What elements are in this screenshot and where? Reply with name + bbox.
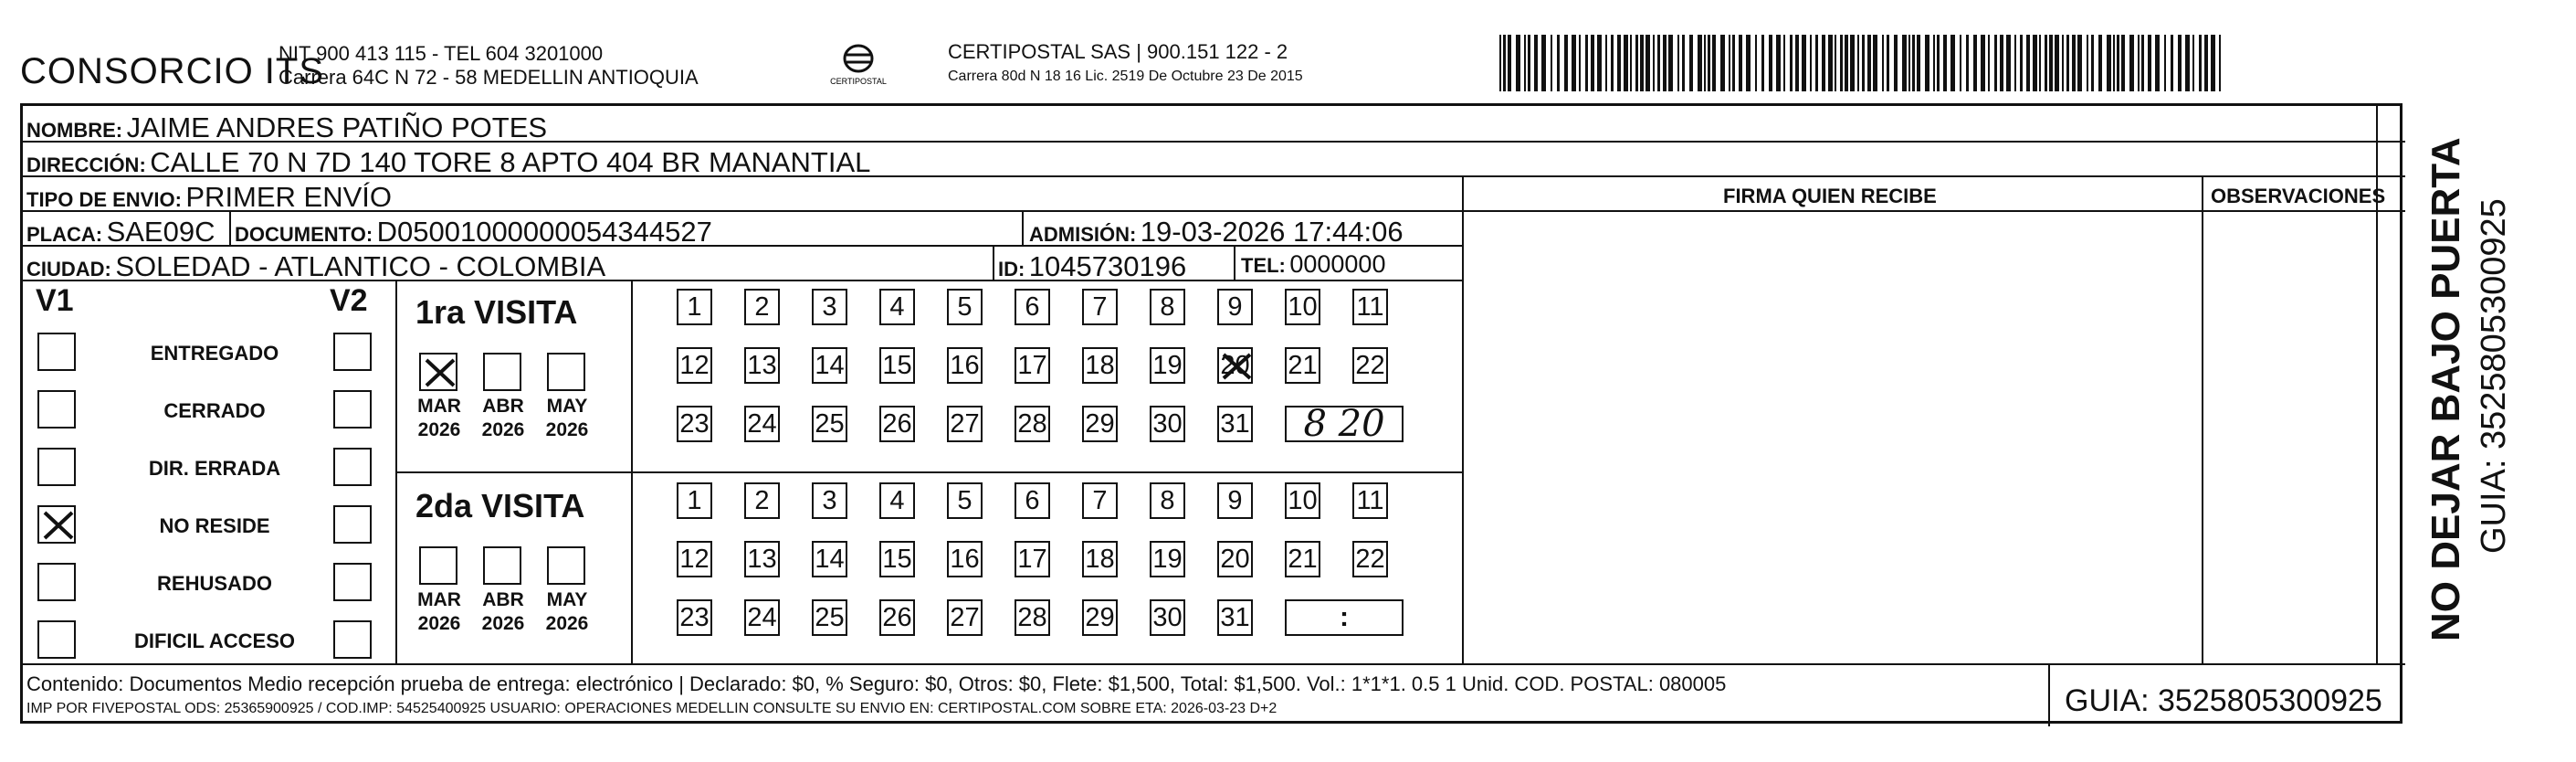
day-checkbox[interactable]: 13 (744, 347, 780, 384)
v1-header: V1 (36, 283, 74, 318)
col-divider (2202, 175, 2203, 663)
barcode-bar (1973, 35, 1977, 91)
x-mark-icon (421, 355, 459, 393)
col-divider (229, 210, 231, 245)
carrier-license: Carrera 80d N 18 16 Lic. 2519 De Octubre 23 De 2015 (948, 69, 1303, 84)
barcode-bar (1585, 35, 1588, 91)
observaciones-header: OBSERVACIONES (2211, 185, 2386, 207)
day-checkbox[interactable]: 10 (1285, 482, 1320, 519)
v1-checkbox[interactable] (37, 620, 76, 659)
tel-cell (1241, 252, 1385, 277)
delivery-form (20, 103, 2403, 724)
barcode-bar (2141, 35, 2144, 91)
x-mark-icon (39, 507, 78, 545)
barcode-bar (2033, 35, 2037, 91)
day-checkbox[interactable]: 15 (879, 541, 915, 577)
barcode-bar (1912, 35, 1915, 91)
year-label: 2026 (417, 613, 461, 634)
barcode-bar (2049, 35, 2053, 91)
first-visit-title: 1ra VISITA (415, 293, 578, 331)
barcode-bar (1611, 35, 1614, 91)
col-divider (1234, 245, 1235, 280)
day-checkbox[interactable]: 17 (1015, 347, 1050, 384)
day-checkbox[interactable]: 26 (879, 599, 915, 636)
day-checkbox[interactable]: 2 (744, 482, 780, 519)
day-checkbox[interactable]: 23 (677, 599, 712, 636)
barcode-bar (1769, 35, 1772, 91)
day-checkbox[interactable]: 20 (1217, 541, 1253, 577)
day-checkbox[interactable]: 2 (744, 289, 780, 325)
day-checkbox[interactable]: 27 (947, 406, 983, 442)
barcode-bar (2066, 35, 2069, 91)
day-checkbox[interactable]: 27 (947, 599, 983, 636)
admision-value: 19-03-2026 17:44:06 (1140, 216, 1404, 248)
barcode-bar (1917, 35, 1920, 91)
imp-text: IMP POR FIVEPOSTAL ODS: 25365900925 / COD.IMP: 54525400925 USUARIO: OPERACIONES MEDELLIN CONSULTE SU ENVIO EN: CERTIPOSTAL.COM SOBRE ETA: 2026-03-23 D+2 (26, 701, 1277, 716)
barcode-bar (1739, 35, 1742, 91)
id-cell (998, 252, 1186, 280)
barcode (1498, 35, 2228, 91)
barcode-bar (1682, 35, 1685, 91)
barcode-bar (2055, 35, 2059, 91)
barcode-bar (1624, 35, 1628, 91)
barcode-bar (2129, 35, 2134, 91)
barcode-bar (1605, 35, 1607, 91)
barcode-bar (2087, 35, 2088, 91)
barcode-bar (2219, 35, 2221, 91)
day-checkbox[interactable]: 15 (879, 347, 915, 384)
x-mark-icon (1219, 349, 1255, 386)
day-checkbox[interactable]: 6 (1015, 289, 1050, 325)
barcode-bar (2039, 35, 2041, 91)
barcode-bar (1822, 35, 1825, 91)
barcode-bar (1720, 35, 1725, 91)
barcode-bar (1810, 35, 1812, 91)
barcode-bar (1850, 35, 1855, 91)
day-checkbox[interactable]: 1 (677, 482, 712, 519)
documento-value: D05001000000054344527 (376, 216, 712, 248)
v2-checkbox[interactable] (333, 333, 372, 371)
barcode-bar (2006, 35, 2011, 91)
day-checkbox[interactable]: 28 (1015, 599, 1050, 636)
day-checkbox[interactable]: 16 (947, 541, 983, 577)
barcode-bar (1902, 35, 1907, 91)
barcode-bar (1894, 35, 1898, 91)
barcode-bar (1689, 35, 1693, 91)
barcode-bar (1732, 35, 1735, 91)
barcode-bar (1988, 35, 1990, 91)
barcode-bar (2138, 35, 2140, 91)
v2-checkbox[interactable] (333, 448, 372, 486)
barcode-bar (1857, 35, 1859, 91)
barcode-bar (1950, 35, 1955, 91)
company-nit: NIT 900 413 115 - TEL 604 3201000 (279, 42, 604, 65)
barcode-bar (2107, 35, 2111, 91)
v1-checkbox[interactable] (37, 563, 76, 601)
day-checkbox[interactable]: 6 (1015, 482, 1050, 519)
day-checkbox[interactable]: 3 (812, 482, 847, 519)
barcode-bar (1873, 35, 1877, 91)
barcode-bar (1981, 35, 1985, 91)
day-checkbox[interactable]: 18 (1082, 347, 1118, 384)
barcode-bar (1640, 35, 1644, 91)
direccion-row (26, 148, 870, 176)
day-checkbox[interactable]: 11 (1352, 289, 1388, 325)
barcode-bar (1630, 35, 1632, 91)
day-checkbox[interactable]: 28 (1015, 406, 1050, 442)
direccion-value: CALLE 70 N 7D 140 TORE 8 APTO 404 BR MANANTIAL (150, 146, 871, 178)
day-checkbox[interactable]: 1 (677, 289, 712, 325)
day-checkbox[interactable]: 8 (1150, 482, 1185, 519)
v2-header: V2 (330, 283, 368, 318)
barcode-bar (1835, 35, 1836, 91)
v1-checkbox[interactable] (37, 333, 76, 371)
day-checkbox[interactable]: 16 (947, 347, 983, 384)
barcode-bar (1508, 35, 1511, 91)
barcode-bar (1712, 35, 1716, 91)
day-checkbox[interactable]: 12 (677, 541, 712, 577)
tel-label: TEL: (1241, 254, 1286, 277)
barcode-bar (2192, 35, 2194, 91)
footer-guia: GUIA: 3525805300925 (2065, 683, 2382, 718)
barcode-bar (1564, 35, 1568, 91)
barcode-bar (1925, 35, 1929, 91)
col-divider (1462, 175, 1464, 663)
barcode-bar (2014, 35, 2016, 91)
barcode-bar (1698, 35, 1702, 91)
month-label: ABR (482, 396, 524, 417)
day-checkbox[interactable]: 24 (744, 406, 780, 442)
nombre-row (26, 113, 547, 142)
day-checkbox[interactable]: 9 (1217, 289, 1253, 325)
firma-header: FIRMA QUIEN RECIBE (1723, 185, 1937, 207)
barcode-bar (2148, 35, 2151, 91)
day-checkbox[interactable]: 19 (1150, 347, 1185, 384)
barcode-bar (2164, 35, 2166, 91)
barcode-bar (1867, 35, 1871, 91)
carrier-logo (826, 40, 890, 91)
ciudad-cell (26, 252, 605, 280)
barcode-bar (2098, 35, 2102, 91)
day-checkbox[interactable]: 31 (1217, 406, 1253, 442)
barcode-bar (2062, 35, 2064, 91)
barcode-bar (1677, 35, 1679, 91)
barcode-bar (1534, 35, 1538, 91)
v2-checkbox[interactable] (333, 563, 372, 601)
barcode-bar (1591, 35, 1594, 91)
month-label: MAY (546, 396, 588, 417)
barcode-bar (2171, 35, 2173, 91)
barcode-bar (1541, 35, 1546, 91)
barcode-bar (1572, 35, 1576, 91)
id-value: 1045730196 (1028, 250, 1187, 282)
barcode-bar (1657, 35, 1660, 91)
barcode-bar (1840, 35, 1843, 91)
carrier-line: CERTIPOSTAL SAS | 900.151 122 - 2 (948, 40, 1288, 63)
day-checkbox[interactable]: 19 (1150, 541, 1185, 577)
day-checkbox[interactable]: 21 (1285, 347, 1320, 384)
barcode-bar (1966, 35, 1969, 91)
company-info (279, 42, 699, 90)
day-checkbox[interactable]: 12 (677, 347, 712, 384)
day-checkbox[interactable]: 18 (1082, 541, 1118, 577)
status-label: DIR. ERRADA (148, 457, 281, 480)
day-checkbox[interactable]: 22 (1352, 541, 1388, 577)
day-checkbox[interactable]: 31 (1217, 599, 1253, 636)
col-divider (2048, 663, 2050, 726)
col-divider (1022, 210, 1024, 245)
v2-checkbox[interactable] (333, 390, 372, 429)
status-label: ENTREGADO (150, 342, 279, 365)
admision-cell (1029, 217, 1404, 246)
day-checkbox[interactable]: 29 (1082, 599, 1118, 636)
barcode-bar (2113, 35, 2115, 91)
row-divider (395, 471, 1462, 473)
year-label: 2026 (481, 419, 525, 440)
day-checkbox[interactable]: 4 (879, 482, 915, 519)
barcode-bar (1746, 35, 1751, 91)
day-checkbox[interactable]: 10 (1285, 289, 1320, 325)
barcode-bar (1802, 35, 1806, 91)
day-checkbox[interactable]: 20 (1217, 347, 1253, 384)
barcode-bar (1783, 35, 1785, 91)
day-checkbox[interactable]: 30 (1150, 406, 1185, 442)
day-checkbox[interactable]: 7 (1082, 482, 1118, 519)
v1-checkbox[interactable] (37, 505, 76, 544)
barcode-bar (1828, 35, 1833, 91)
barcode-bar (1933, 35, 1935, 91)
nombre-value: JAIME ANDRES PATIÑO POTES (126, 111, 548, 143)
day-checkbox[interactable]: 22 (1352, 347, 1388, 384)
year-label: 2026 (417, 419, 461, 440)
barcode-bar (1776, 35, 1781, 91)
barcode-bar (1815, 35, 1818, 91)
month-checkbox[interactable] (419, 353, 457, 391)
barcode-bar (1653, 35, 1655, 91)
day-checkbox[interactable]: 3 (812, 289, 847, 325)
barcode-bar (2155, 35, 2160, 91)
barcode-bar (2000, 35, 2003, 91)
day-checkbox[interactable]: 11 (1352, 482, 1388, 519)
day-checkbox[interactable]: 24 (744, 599, 780, 636)
barcode-bar (1516, 35, 1520, 91)
barcode-bar (1755, 35, 1757, 91)
contenido-text: Contenido: Documentos Medio recepción prueba de entrega: electrónico | Declarado: $0, % Seguro: $0, Otros: $0, Flete: $1,500, Total: $1,500. Vol.: 1*1*1. 0.5 1 Unid. COD. POSTAL: 080005 (26, 672, 1727, 695)
month-label: MAR (417, 589, 461, 610)
month-checkbox[interactable] (419, 546, 457, 585)
day-checkbox[interactable]: 17 (1015, 541, 1050, 577)
documento-label: DOCUMENTO: (235, 223, 373, 246)
nombre-label: NOMBRE: (26, 119, 123, 142)
day-checkbox[interactable]: 23 (677, 406, 712, 442)
status-label: DIFICIL ACCESO (133, 630, 295, 652)
tel-value: 0000000 (1289, 250, 1386, 278)
barcode-bar (1887, 35, 1889, 91)
day-checkbox[interactable]: 14 (812, 347, 847, 384)
barcode-bar (1937, 35, 1940, 91)
company-name: CONSORCIO ITS (20, 51, 325, 91)
barcode-bar (2178, 35, 2182, 91)
v1-checkbox[interactable] (37, 390, 76, 429)
day-checkbox[interactable]: 13 (744, 541, 780, 577)
barcode-bar (1524, 35, 1526, 91)
month-label: ABR (482, 589, 524, 610)
month-checkbox[interactable] (547, 353, 585, 391)
day-checkbox[interactable]: 14 (812, 541, 847, 577)
barcode-bar (1668, 35, 1673, 91)
placa-cell (26, 217, 215, 246)
barcode-bar (2045, 35, 2047, 91)
barcode-bar (1551, 35, 1552, 91)
month-checkbox[interactable] (483, 353, 521, 391)
barcode-bar (1845, 35, 1848, 91)
placa-value: SAE09C (106, 216, 216, 248)
col-divider (993, 245, 994, 280)
tipo-row (26, 183, 392, 211)
v2-checkbox[interactable] (333, 620, 372, 659)
no-dejar-warning: NO DEJAR BAJO PUERTA (2424, 137, 2468, 641)
month-checkbox[interactable] (547, 546, 585, 585)
barcode-bar (2072, 35, 2076, 91)
month-checkbox[interactable] (483, 546, 521, 585)
barcode-bar (2026, 35, 2030, 91)
day-checkbox[interactable]: 5 (947, 482, 983, 519)
barcode-bar (1761, 35, 1764, 91)
barcode-bar (1960, 35, 1961, 91)
barcode-bar (2211, 35, 2215, 91)
barcode-bar (2121, 35, 2125, 91)
barcode-bar (1503, 35, 1506, 91)
v1-checkbox[interactable] (37, 448, 76, 486)
barcode-bar (1704, 35, 1706, 91)
year-label: 2026 (545, 613, 589, 634)
barcode-bar (1795, 35, 1799, 91)
barcode-bar (1943, 35, 1947, 91)
day-checkbox[interactable]: 25 (812, 406, 847, 442)
carrier-logo-text: CERTIPOSTAL (830, 77, 887, 86)
id-label: ID: (998, 258, 1025, 280)
placa-label: PLACA: (26, 223, 103, 246)
month-label: MAR (417, 396, 461, 417)
year-label: 2026 (481, 613, 525, 634)
day-checkbox[interactable]: 29 (1082, 406, 1118, 442)
barcode-bar (1994, 35, 1997, 91)
day-checkbox[interactable]: 4 (879, 289, 915, 325)
day-checkbox[interactable]: 25 (812, 599, 847, 636)
barcode-bar (2185, 35, 2190, 91)
second-visit-title: 2da VISITA (415, 487, 585, 524)
ciudad-label: CIUDAD: (26, 258, 111, 280)
barcode-bar (2077, 35, 2082, 91)
day-checkbox[interactable]: 30 (1150, 599, 1185, 636)
barcode-bar (1729, 35, 1730, 91)
barcode-bar (1908, 35, 1910, 91)
day-checkbox[interactable]: 8 (1150, 289, 1185, 325)
barcode-bar (1635, 35, 1638, 91)
day-checkbox[interactable]: 9 (1217, 482, 1253, 519)
barcode-bar (2204, 35, 2208, 91)
direccion-label: DIRECCIÓN: (26, 153, 146, 176)
admision-label: ADMISIÓN: (1029, 223, 1137, 246)
status-label: CERRADO (163, 399, 266, 422)
documento-cell (235, 217, 712, 246)
first-visit-time[interactable]: 8 20 (1285, 406, 1404, 442)
status-label: REHUSADO (157, 572, 272, 595)
second-visit-time[interactable]: : (1285, 599, 1404, 636)
tipo-value: PRIMER ENVÍO (185, 181, 393, 213)
barcode-bar (2091, 35, 2094, 91)
side-guia: GUIA: 3525805300925 (2475, 198, 2513, 554)
barcode-bar (1882, 35, 1884, 91)
ciudad-value: SOLEDAD - ATLANTICO - COLOMBIA (115, 250, 606, 282)
v2-checkbox[interactable] (333, 505, 372, 544)
barcode-bar (1617, 35, 1621, 91)
year-label: 2026 (545, 419, 589, 440)
day-checkbox[interactable]: 21 (1285, 541, 1320, 577)
barcode-bar (1663, 35, 1667, 91)
barcode-bar (2199, 35, 2202, 91)
company-address: Carrera 64C N 72 - 58 MEDELLIN ANTIOQUIA (279, 66, 699, 89)
status-label: NO RESIDE (159, 514, 270, 537)
barcode-bar (1597, 35, 1602, 91)
barcode-bar (2020, 35, 2023, 91)
barcode-bar (2117, 35, 2119, 91)
month-label: MAY (546, 589, 588, 610)
day-checkbox[interactable]: 26 (879, 406, 915, 442)
barcode-bar (1579, 35, 1581, 91)
barcode-bar (1708, 35, 1710, 91)
day-checkbox[interactable]: 5 (947, 289, 983, 325)
barcode-bar (1499, 35, 1501, 91)
barcode-bar (1528, 35, 1530, 91)
day-checkbox[interactable]: 7 (1082, 289, 1118, 325)
barcode-bar (1645, 35, 1650, 91)
tipo-label: TIPO DE ENVIO: (26, 188, 182, 211)
barcode-bar (1862, 35, 1865, 91)
barcode-bar (1790, 35, 1793, 91)
barcode-bar (1557, 35, 1560, 91)
